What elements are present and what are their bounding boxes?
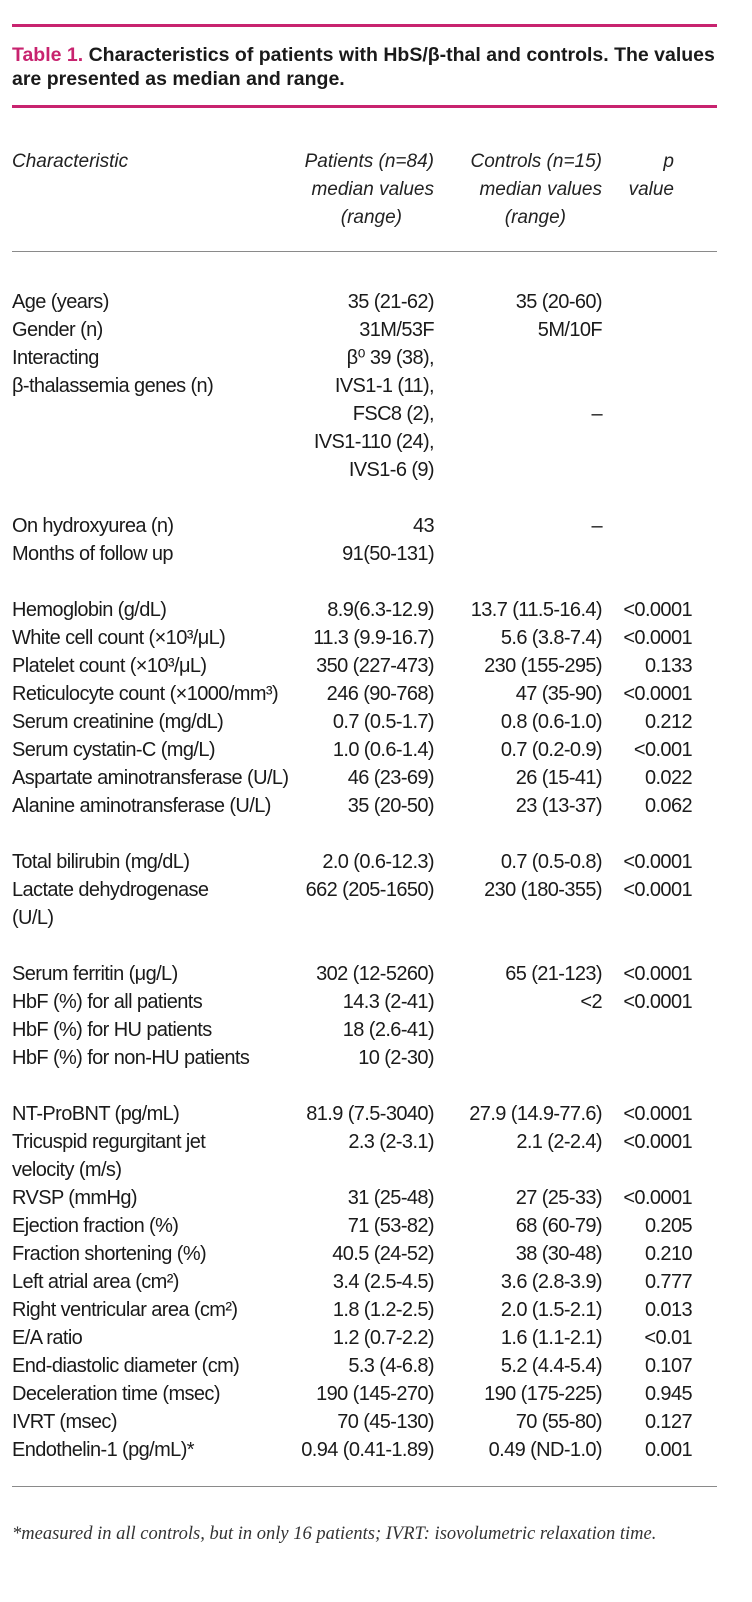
table-caption-text: Characteristics of patients with HbS/β-thal and controls. The values are presented as median and range.: [12, 44, 715, 90]
controls-value: 0.8 (0.6-1.0): [500, 711, 602, 733]
patients-value: 31 (25-48): [347, 1187, 434, 1209]
patients-value: 14.3 (2-41): [342, 991, 434, 1013]
controls-value: 3.6 (2.8-3.9): [500, 1271, 602, 1293]
p-value: 0.001: [644, 1439, 692, 1461]
table-row: [0, 1016, 752, 1044]
table-row: [0, 876, 752, 904]
patients-value: 2.3 (2-3.1): [348, 1131, 434, 1153]
controls-value: 68 (60-79): [515, 1215, 602, 1237]
controls-value: 2.1 (2-2.4): [516, 1131, 602, 1153]
table-caption: [12, 43, 722, 91]
table-row: [0, 1100, 752, 1128]
patients-value: β⁰ 39 (38),: [346, 347, 434, 369]
header-patients-line: (range): [340, 207, 402, 228]
row-label: Gender (n): [12, 319, 103, 341]
p-value: <0.0001: [623, 1103, 692, 1125]
row-label: HbF (%) for HU patients: [12, 1019, 212, 1041]
table-body: [0, 288, 752, 1464]
table-row: [0, 1156, 752, 1184]
table-row: [0, 540, 752, 568]
controls-value: 13.7 (11.5-16.4): [470, 599, 602, 621]
table-footnote: *measured in all controls, but in only 16 patients; IVRT: isovolumetric relaxation time.: [12, 1524, 657, 1544]
table-row: [0, 1184, 752, 1212]
header-bottom-rule: [12, 251, 717, 252]
row-label: Deceleration time (msec): [12, 1383, 220, 1405]
controls-value: 190 (175-225): [484, 1383, 602, 1405]
header-controls: [471, 148, 602, 232]
patients-value: 40.5 (24-52): [332, 1243, 434, 1265]
controls-value: 65 (21-123): [505, 963, 602, 985]
patients-value: IVS1-1 (11),: [334, 375, 434, 397]
controls-value: –: [591, 403, 602, 425]
table-row: [0, 1380, 752, 1408]
row-label: Serum ferritin (μg/L): [12, 963, 178, 985]
table-row: [0, 988, 752, 1016]
controls-value: 230 (180-355): [484, 879, 602, 901]
p-value: 0.107: [644, 1355, 692, 1377]
row-label: White cell count (×10³/μL): [12, 627, 226, 649]
p-value: <0.0001: [623, 851, 692, 873]
patients-value: 70 (45-130): [337, 1411, 434, 1433]
p-value: <0.01: [644, 1327, 692, 1349]
table-row: [0, 848, 752, 876]
table-row: [0, 792, 752, 820]
row-label: E/A ratio: [12, 1327, 83, 1349]
controls-value: 0.7 (0.5-0.8): [500, 851, 602, 873]
patients-value: 350 (227-473): [316, 655, 434, 677]
row-label: Lactate dehydrogenase: [12, 879, 209, 901]
table-row: [0, 736, 752, 764]
table-row: [0, 1436, 752, 1464]
table-row: [0, 1324, 752, 1352]
table-row: [0, 428, 752, 456]
p-value: 0.127: [644, 1411, 692, 1433]
p-value: <0.0001: [623, 627, 692, 649]
p-value: <0.001: [633, 739, 692, 761]
row-label: Aspartate aminotransferase (U/L): [12, 767, 289, 789]
p-value: <0.0001: [623, 879, 692, 901]
controls-value: 27.9 (14.9-77.6): [469, 1103, 602, 1125]
table-row: [0, 288, 752, 316]
controls-value: –: [591, 515, 602, 537]
patients-value: 1.8 (1.2-2.5): [332, 1299, 434, 1321]
header-p-line: value: [628, 179, 674, 200]
table-row: [0, 624, 752, 652]
patients-value: 71 (53-82): [347, 1215, 434, 1237]
patients-value: 35 (20-50): [347, 795, 434, 817]
row-label: Right ventricular area (cm²): [12, 1299, 238, 1321]
row-label: Reticulocyte count (×1000/mm³): [12, 683, 279, 705]
controls-value: 70 (55-80): [515, 1411, 602, 1433]
table-row: [0, 708, 752, 736]
patients-value: 0.7 (0.5-1.7): [332, 711, 434, 733]
table-row: [0, 764, 752, 792]
row-label: RVSP (mmHg): [12, 1187, 137, 1209]
row-label: Platelet count (×10³/μL): [12, 655, 207, 677]
patients-value: 1.2 (0.7-2.2): [332, 1327, 434, 1349]
header-patients: [305, 148, 434, 232]
table-row: [0, 1128, 752, 1156]
controls-value: 2.0 (1.5-2.1): [500, 1299, 602, 1321]
header-controls-line: (range): [504, 207, 566, 228]
header-controls-line: Controls (n=15): [470, 151, 602, 172]
controls-value: 5.6 (3.8-7.4): [500, 627, 602, 649]
p-value: 0.205: [644, 1215, 692, 1237]
row-label: Ejection fraction (%): [12, 1215, 179, 1237]
controls-value: 27 (25-33): [515, 1187, 602, 1209]
p-value: <0.0001: [623, 1131, 692, 1153]
header-patients-line: Patients (n=84): [304, 151, 434, 172]
table-row: [0, 1268, 752, 1296]
row-label: IVRT (msec): [12, 1411, 117, 1433]
table-row: [0, 316, 752, 344]
header-controls-line: median values: [479, 179, 602, 200]
patients-value: 46 (23-69): [347, 767, 434, 789]
table-row: [0, 1212, 752, 1240]
table-label: Table 1.: [12, 44, 84, 66]
table-row: [0, 1408, 752, 1436]
patients-value: 91(50-131): [342, 543, 434, 565]
patients-value: 31M/53F: [359, 319, 434, 341]
p-value: 0.777: [644, 1271, 692, 1293]
table-row: [0, 456, 752, 484]
patients-value: 246 (90-768): [326, 683, 434, 705]
p-value: 0.022: [644, 767, 692, 789]
row-label: Endothelin-1 (pg/mL)*: [12, 1439, 194, 1461]
p-value: 0.013: [644, 1299, 692, 1321]
row-label: Total bilirubin (mg/dL): [12, 851, 190, 873]
controls-value: 0.7 (0.2-0.9): [500, 739, 602, 761]
patients-value: 302 (12-5260): [316, 963, 434, 985]
controls-value: <2: [580, 991, 602, 1013]
table-row: [0, 596, 752, 624]
row-label: Serum cystatin-C (mg/L): [12, 739, 215, 761]
controls-value: 5M/10F: [537, 319, 602, 341]
controls-value: 38 (30-48): [515, 1243, 602, 1265]
row-label: Months of follow up: [12, 543, 173, 565]
header-characteristic-text: Characteristic: [12, 151, 129, 172]
row-label: Fraction shortening (%): [12, 1243, 207, 1265]
controls-value: 26 (15-41): [515, 767, 602, 789]
table-row: [0, 512, 752, 540]
patients-value: 81.9 (7.5-3040): [306, 1103, 434, 1125]
controls-value: 0.49 (ND-1.0): [488, 1439, 602, 1461]
p-value: 0.210: [644, 1243, 692, 1265]
controls-value: 5.2 (4.4-5.4): [500, 1355, 602, 1377]
patients-value: 662 (205-1650): [305, 879, 434, 901]
table-row: [0, 680, 752, 708]
row-label: Interacting: [12, 347, 99, 369]
header-characteristic: [12, 148, 128, 176]
controls-value: 35 (20-60): [515, 291, 602, 313]
p-value: <0.0001: [623, 1187, 692, 1209]
table-row: [0, 904, 752, 932]
row-label: Left atrial area (cm²): [12, 1271, 179, 1293]
table-row: [0, 1044, 752, 1072]
header-patients-line: median values: [311, 179, 434, 200]
p-value: 0.062: [644, 795, 692, 817]
patients-value: 10 (2-30): [358, 1047, 434, 1069]
row-label: Serum creatinine (mg/dL): [12, 711, 224, 733]
patients-value: IVS1-6 (9): [348, 459, 434, 481]
patients-value: 1.0 (0.6-1.4): [332, 739, 434, 761]
patients-value: 5.3 (4-6.8): [348, 1355, 434, 1377]
row-label: NT-ProBNT (pg/mL): [12, 1103, 180, 1125]
table-row: [0, 372, 752, 400]
p-value: 0.212: [644, 711, 692, 733]
patients-value: 0.94 (0.41-1.89): [301, 1439, 434, 1461]
patients-value: 3.4 (2.5-4.5): [332, 1271, 434, 1293]
row-label: On hydroxyurea (n): [12, 515, 174, 537]
p-value: <0.0001: [623, 599, 692, 621]
p-value: 0.133: [644, 655, 692, 677]
table-row: [0, 344, 752, 372]
row-label: Alanine aminotransferase (U/L): [12, 795, 271, 817]
controls-value: 47 (35-90): [515, 683, 602, 705]
controls-value: 1.6 (1.1-2.1): [500, 1327, 602, 1349]
controls-value: 23 (13-37): [515, 795, 602, 817]
row-label: End-diastolic diameter (cm): [12, 1355, 240, 1377]
row-label: HbF (%) for non-HU patients: [12, 1047, 250, 1069]
row-label: Tricuspid regurgitant jet: [12, 1131, 206, 1153]
patients-value: 18 (2.6-41): [342, 1019, 434, 1041]
header-p-value: [629, 148, 674, 204]
caption-top-rule: [12, 24, 717, 27]
patients-value: 43: [412, 515, 434, 537]
controls-value: 230 (155-295): [484, 655, 602, 677]
table-row: [0, 1296, 752, 1324]
patients-value: 11.3 (9.9-16.7): [313, 627, 434, 649]
patients-value: FSC8 (2),: [352, 403, 434, 425]
caption-bottom-rule: [12, 105, 717, 108]
header-p-line: p: [663, 151, 674, 172]
patients-value: 190 (145-270): [316, 1383, 434, 1405]
row-label: β-thalassemia genes (n): [12, 375, 214, 397]
table-row: [0, 1352, 752, 1380]
p-value: <0.0001: [623, 683, 692, 705]
row-label: Hemoglobin (g/dL): [12, 599, 167, 621]
p-value: <0.0001: [623, 991, 692, 1013]
patients-value: 35 (21-62): [347, 291, 434, 313]
table-row: [0, 652, 752, 680]
table-row: [0, 960, 752, 988]
row-label: Age (years): [12, 291, 109, 313]
table-bottom-rule: [12, 1486, 717, 1487]
p-value: 0.945: [644, 1383, 692, 1405]
patients-value: 8.9(6.3-12.9): [327, 599, 434, 621]
table-row: [0, 1240, 752, 1268]
patients-value: 2.0 (0.6-12.3): [322, 851, 434, 873]
p-value: <0.0001: [623, 963, 692, 985]
patients-value: IVS1-110 (24),: [313, 431, 434, 453]
table-row: [0, 400, 752, 428]
row-label: velocity (m/s): [12, 1159, 122, 1181]
row-label: HbF (%) for all patients: [12, 991, 203, 1013]
row-label: (U/L): [12, 907, 54, 929]
